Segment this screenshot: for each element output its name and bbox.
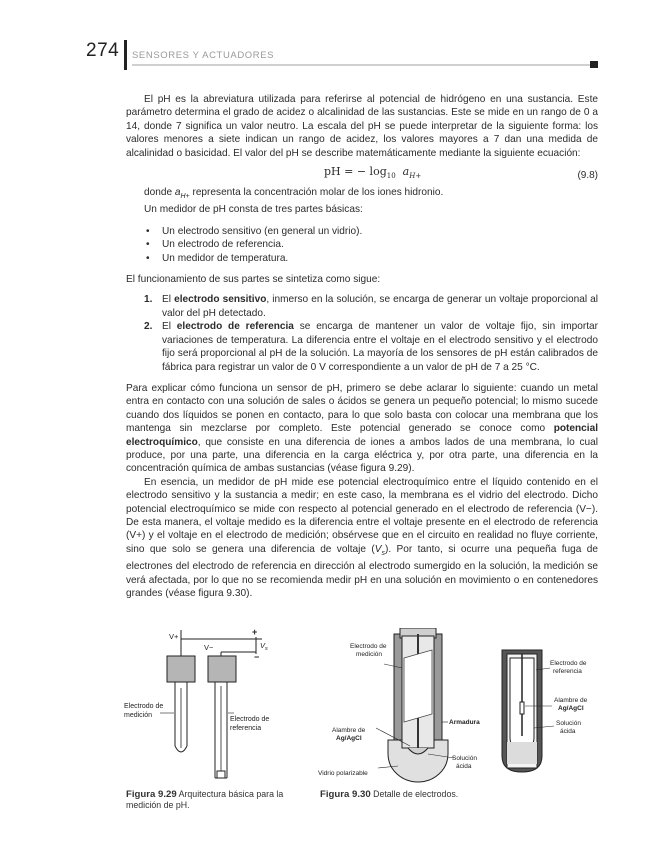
paragraph-consta: Un medidor de pH consta de tres partes básicas: (144, 204, 363, 216)
equation-formula: pH = − $\log_{10} a_{H+}$ (324, 165, 422, 181)
equation-number: (9.8) (577, 170, 598, 182)
label-minus: − (254, 652, 260, 662)
label-solucion-ref-1: Solución (556, 720, 581, 727)
label-electrodo-medicion-1: Electrodo de (350, 643, 387, 650)
figure-9-29-caption: Figura 9.29 Arquitectura básica para la medición de pH. (126, 789, 284, 810)
label-armadura: Armadura (449, 719, 480, 726)
page-header (0, 0, 661, 70)
header-rule-end-block (590, 61, 598, 68)
label-solucion-1: Solución (452, 755, 477, 762)
label-electrodo-medicion-1: Electrodo de (124, 703, 164, 710)
label-electrodo-medicion-2: medición (124, 712, 153, 719)
paragraph-explicar: Para explicar cómo funciona un sensor de pH, primero se debe aclarar lo siguiente: cuando un metal entra en contacto con una solución de sales o ácidos se genera un pequeño potencial; lo mismo sucede cuando dos líquidos se ponen en contacto, para lo que solo basta con colocar una membrana que los mantenga sin mezclarse por completo. Este potencial generado se conoce como potencial electroquímico, que consiste en una diferencia de iones a ambos lados de una membrana, lo cual produce, por una parte, una diferencia en la carga eléctrica y, por otra parte, una diferencia en la concentración química de ambas sustancias (véase figura 9.29). (126, 382, 598, 475)
label-electrodo-referencia-1: Electrodo de (230, 716, 270, 723)
label-solucion-ref-2: ácida (560, 728, 576, 735)
paragraph-ph-definition: El pH es la abreviatura utilizada para referirse al potencial de hidrógeno en una sustancia. Este parámetro determina el grado de acidez o alcalinidad de las sustancias. Este se mide en un rango de 0 a 14, donde 7 significa un valor neutro. La escala del pH se puede interpretar de la siguiente forma: los valores menores a siete indican un rango de acidez, los valores mayores a 7 dan una medida de alcalinidad o basicidad. El valor del pH se describe matemáticamente mediante la siguiente ecuación: (126, 94, 598, 159)
label-alambre-ref-1: Alambre de (554, 697, 588, 704)
numbered-list (126, 293, 598, 373)
paragraph-funcionamiento: El funcionamiento de sus partes se sintetiza como sigue: (126, 274, 381, 286)
list-item: 1. El electrodo sensitivo, inmerso en la solución, se encarga de generar un voltaje proporcional al valor del pH detectado. (144, 294, 599, 319)
body-text (126, 93, 598, 600)
label-alambre-1: Alambre de (332, 727, 366, 734)
figure-9-29-diagram (124, 628, 294, 786)
label-solucion-2: ácida (456, 763, 472, 770)
label-vplus: V+ (169, 632, 179, 641)
list-item: • Un electrodo sensitivo (en general un vidrio). (146, 225, 363, 237)
equation-9-8 (126, 162, 598, 186)
label-electrodo-referencia-2: referencia (230, 725, 262, 732)
header-rule (132, 64, 592, 66)
label-plus: + (252, 628, 258, 637)
list-item: • Un medidor de temperatura. (146, 252, 289, 264)
label-vminus: V− (204, 643, 214, 652)
page-number: 274 (86, 40, 120, 61)
figure-9-30-diagram (318, 628, 600, 786)
paragraph-esencia: En esencia, un medidor de pH mide ese potencial electroquímico entre el líquido contenido en el electrodo sensitivo y la sustancia a medir; en este caso, la membrana es el vidrio del electrodo. Dicho potencial electroquímico se mide con respecto al potencial generado en el electrodo de referencia (V−). De esta manera, el voltaje medido es la diferencia entre el voltaje presente en el electrodo de referencia (V+) y el voltaje en el electrodo de medición; obsérvese que en el circuito en realidad no fluye corriente, sino que solo se genera una diferencia de voltaje $(V_s)$. Por tanto, si ocurre una pequeña fuga de electrones del electrodo de referencia en dirección al electrodo sumergido en la solución, la medición se verá afectada, por lo que no se recomienda medir pH en una solución en movimiento o en contenedores grandes (véase figura 9.30). (126, 476, 598, 600)
parts-list (126, 225, 598, 265)
label-vidrio-polarizable: Vidrio polarizable (318, 770, 368, 777)
paragraph-donde: donde $a_{H+}$ representa la concentración molar de los iones hidronio. (144, 187, 444, 201)
label-electrodo-referencia-1: Electrodo de (550, 660, 587, 667)
label-electrodo-referencia-2: referencia (553, 668, 582, 675)
figure-9-30-caption: Figura 9.30 Detalle de electrodos. (320, 789, 459, 800)
label-alambre-ref-2: Ag/AgCl (558, 705, 584, 712)
label-electrodo-medicion-2: medición (356, 651, 383, 658)
list-item: • Un electrodo de referencia. (146, 239, 284, 251)
running-title: SENSORES Y ACTUADORES (132, 50, 275, 61)
label-alambre-2: Ag/AgCl (336, 735, 362, 742)
label-vs: $V_s$ (260, 641, 268, 652)
header-divider (124, 40, 127, 70)
list-item: 2. El electrodo de referencia se encarga de mantener un valor de voltaje fijo, sin importar variaciones de temperatura. La diferencia entre el voltaje en el electrodo sensitivo y el electrodo fijo será proporcional al pH de la solución. La mayoría de los sensores de pH están calibrados de fábrica para registrar un valor de 0 V correspondiente a un valor de pH de 7 a 25 °C. (144, 321, 599, 373)
